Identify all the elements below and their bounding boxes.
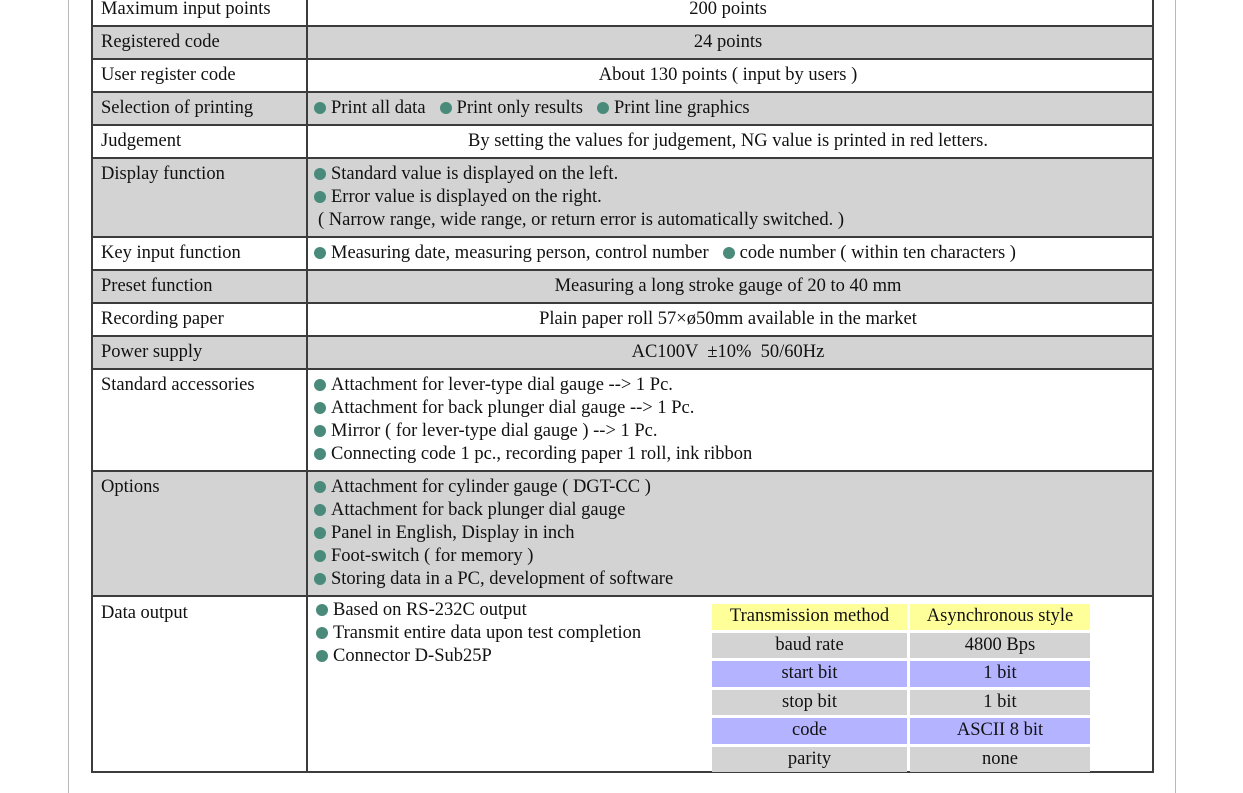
spec-row-registered-code [92,26,1153,59]
transmission-row [712,718,1090,744]
transmission-row [712,690,1090,716]
list-item-text: Attachment for cylinder gauge ( DGT-CC ) [331,477,651,497]
list-item-text: Attachment for back plunger dial gauge --> 1 Pc. [331,398,695,418]
green-dot-icon [314,168,326,180]
transmission-key: start bit [712,661,907,687]
transmission-header: Asynchronous style [910,604,1090,630]
list-item-text: Panel in English, Display in inch [331,523,575,543]
list-item-text: Mirror ( for lever-type dial gauge ) --> 1 Pc. [331,421,658,441]
print-option: Print only results [456,98,583,118]
print-options-line [312,97,1144,120]
green-dot-icon [314,550,326,562]
list-item-text: code number ( within ten characters ) [739,243,1016,263]
transmission-value: 1 bit [910,661,1090,687]
list-item [314,645,641,668]
spec-value [307,471,1153,596]
green-dot-icon [314,527,326,539]
green-dot-icon [316,627,328,639]
spec-label: User register code [92,59,307,92]
list-item [312,545,1144,568]
spec-label: Recording paper [92,303,307,336]
green-dot-icon [316,604,328,616]
transmission-row [712,633,1090,659]
list-item-text: Connecting code 1 pc., recording paper 1 roll, ink ribbon [331,444,753,464]
page-left-border [68,0,69,793]
spec-value [307,596,1153,772]
green-dot-icon [316,650,328,662]
spec-label: Display function [92,158,307,237]
list-item-text: Standard value is displayed on the left. [331,164,619,184]
green-dot-icon [314,481,326,493]
spec-row-power-supply [92,336,1153,369]
list-item [312,420,1144,443]
spec-row-key-input-function [92,237,1153,270]
green-dot-icon [314,425,326,437]
spec-row-selection-of-printing [92,92,1153,125]
list-item [312,499,1144,522]
spec-row-user-register-code [92,59,1153,92]
list-item [312,186,1144,209]
spec-value: 200 points [307,0,1153,26]
green-dot-icon [314,504,326,516]
green-dot-icon [314,379,326,391]
list-item [312,522,1144,545]
spec-row-display-function [92,158,1153,237]
list-item [314,622,641,645]
green-dot-icon [314,402,326,414]
page-right-border [1175,0,1176,793]
list-item [312,163,1144,186]
transmission-key: stop bit [712,690,907,716]
transmission-value: none [910,747,1090,773]
spec-value [307,92,1153,125]
spec-value [307,158,1153,237]
list-item-text: Based on RS-232C output [333,600,527,620]
spec-value [307,237,1153,270]
spec-label: Preset function [92,270,307,303]
spec-label: Standard accessories [92,369,307,471]
spec-value [307,369,1153,471]
data-output-list [314,599,641,668]
spec-row-recording-paper [92,303,1153,336]
list-item-text: Foot-switch ( for memory ) [331,546,534,566]
list-item-text: Attachment for back plunger dial gauge [331,500,626,520]
print-option: Print line graphics [613,98,750,118]
spec-label: Power supply [92,336,307,369]
green-dot-icon [597,102,609,114]
spec-value: Plain paper roll 57×ø50mm available in the market [307,303,1153,336]
transmission-row [712,661,1090,687]
transmission-table [709,601,1093,775]
spec-value: AC100V ±10% 50/60Hz [307,336,1153,369]
print-option: Print all data [331,98,426,118]
transmission-value: 1 bit [910,690,1090,716]
green-dot-icon [314,247,326,259]
spec-label: Selection of printing [92,92,307,125]
transmission-header-row [712,604,1090,630]
transmission-key: baud rate [712,633,907,659]
transmission-header: Transmission method [712,604,907,630]
key-input-line [312,242,1144,265]
list-item-text: Measuring date, measuring person, control number [331,243,709,263]
spec-value: By setting the values for judgement, NG value is printed in red letters. [307,125,1153,158]
transmission-key: parity [712,747,907,773]
list-item [312,568,1144,591]
spec-label: Registered code [92,26,307,59]
list-item-text: Transmit entire data upon test completion [333,623,642,643]
list-item [312,443,1144,466]
spec-row-judgement [92,125,1153,158]
spec-row-max-input-points [92,0,1153,26]
transmission-value: ASCII 8 bit [910,718,1090,744]
spec-row-data-output [92,596,1153,772]
display-note: ( Narrow range, wide range, or return error is automatically switched. ) [318,210,845,230]
list-item [312,476,1144,499]
list-item-text: Connector D-Sub25P [333,646,492,666]
spec-value: 24 points [307,26,1153,59]
spec-row-options [92,471,1153,596]
spec-row-standard-accessories [92,369,1153,471]
spec-label: Options [92,471,307,596]
green-dot-icon [723,247,735,259]
transmission-value: 4800 Bps [910,633,1090,659]
spec-value: Measuring a long stroke gauge of 20 to 40 mm [307,270,1153,303]
specification-table [91,0,1154,773]
list-item [312,397,1144,420]
green-dot-icon [314,448,326,460]
spec-label: Maximum input points [92,0,307,26]
list-item-text: Storing data in a PC, development of software [331,569,674,589]
spec-value: About 130 points ( input by users ) [307,59,1153,92]
transmission-key: code [712,718,907,744]
data-output-content [308,597,1152,771]
spec-label: Data output [92,596,307,772]
spec-row-preset-function [92,270,1153,303]
list-item-text: Error value is displayed on the right. [331,187,602,207]
green-dot-icon [314,191,326,203]
green-dot-icon [440,102,452,114]
spec-label: Judgement [92,125,307,158]
list-item [312,374,1144,397]
spec-label: Key input function [92,237,307,270]
transmission-row [712,747,1090,773]
list-item [314,599,641,622]
list-item-text: Attachment for lever-type dial gauge --> 1 Pc. [331,375,673,395]
green-dot-icon [314,573,326,585]
green-dot-icon [314,102,326,114]
